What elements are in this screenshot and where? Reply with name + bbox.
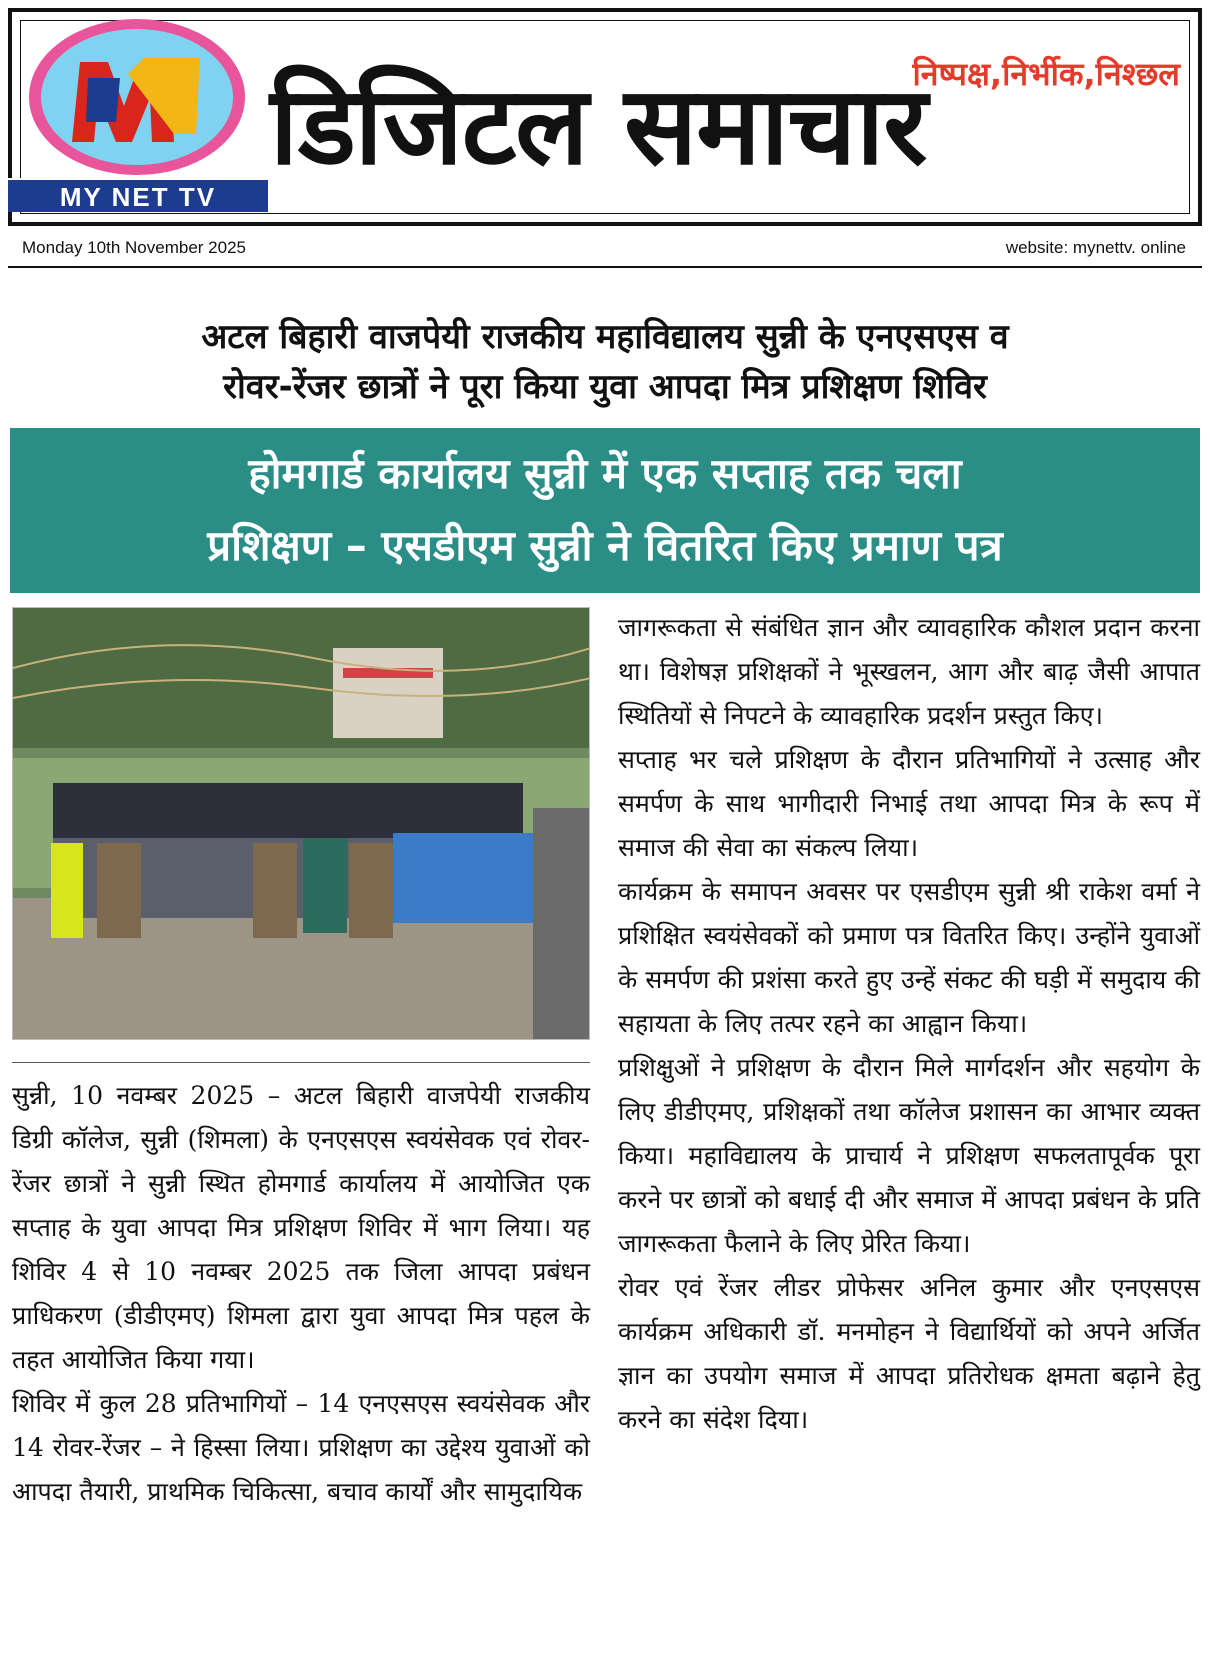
group-photo [12,607,590,1040]
divider [12,1062,590,1063]
website-label: website: mynettv. online [1005,238,1186,257]
subheadline-line-2: प्रशिक्षण – एसडीएम सुन्नी ने वितरित किए प्रमाण पत्र [207,521,1003,570]
dateline: Monday 10th November 2025 [22,238,246,257]
article-paragraph: सप्ताह भर चले प्रशिक्षण के दौरान प्रतिभागियों ने उत्साह और समर्पण के साथ भागीदारी निभाई तथा आपदा मित्र के रूप में समाज की सेवा का संकल्प लिया। [618,745,1200,862]
divider [8,266,1202,268]
mynettv-logo [24,14,250,180]
headline [8,312,1202,412]
article-paragraph: सुन्नी, 10 नवम्बर 2025 – अटल बिहारी वाजपेयी राजकीय डिग्री कॉलेज, सुन्नी (शिमला) के एनएसएस स्वयंसेवक एवं रोवर-रेंजर छात्रों ने सुन्नी स्थित होमगार्ड कार्यालय में आयोजित एक सप्ताह के युवा आपदा मित्र प्रशिक्षण शिविर में भाग लिया। यह शिविर 4 से 10 नवम्बर 2025 तक जिला आपदा प्रबंधन प्राधिकरण (डीडीएमए) शिमला द्वारा युवा आपदा मित्र पहल के तहत आयोजित किया गया। [12,1081,590,1374]
article-paragraph: रोवर एवं रेंजर लीडर प्रोफेसर अनिल कुमार और एनएसएस कार्यक्रम अधिकारी डॉ. मनमोहन ने विद्यार्थियों को अपने अर्जित ज्ञान का उपयोग समाज में आपदा प्रतिरोधक क्षमता बढ़ाने हेतु करने का संदेश दिया। [618,1273,1200,1434]
subheadline-band [10,428,1200,593]
subheadline-line-1: होमगार्ड कार्यालय सुन्नी में एक सप्ताह तक चला [248,449,962,498]
group-photo-illustration [13,608,590,1040]
newspaper-title: डिजिटल समाचार [270,64,927,189]
article-column-left [12,1074,590,1514]
logo-graphic [24,14,250,180]
article-column-right [618,606,1200,1442]
article-paragraph: कार्यक्रम के समापन अवसर पर एसडीएम सुन्नी श्री राकेश वर्मा ने प्रशिक्षित स्वयंसेवकों को प्रमाण पत्र वितरित किए। उन्होंने युवाओं के समर्पण की प्रशंसा करते हुए उन्हें संकट की घड़ी में समुदाय की सहायता के लिए तत्पर रहने का आह्वान किया। [618,877,1200,1038]
article-paragraph: प्रशिक्षुओं ने प्रशिक्षण के दौरान मिले मार्गदर्शन और सहयोग के लिए डीडीएमए, प्रशिक्षकों तथा कॉलेज प्रशासन का आभार व्यक्त किया। महाविद्यालय के प्राचार्य ने प्रशिक्षण सफलतापूर्वक पूरा करने पर छात्रों को बधाई दी और समाज में आपदा प्रबंधन के प्रति जागरूकता फैलाने के लिए प्रेरित किया। [618,1053,1200,1258]
tagline: निष्पक्ष,निर्भीक,निश्छल [912,55,1180,93]
logo-text: MY NET TV [8,178,268,212]
logo-m-blue [86,78,120,122]
article-paragraph: शिविर में कुल 28 प्रतिभागियों – 14 एनएसएस स्वयंसेवक और 14 रोवर-रेंजर – ने हिस्सा लिया। प्रशिक्षण का उद्देश्य युवाओं को आपदा तैयारी, प्राथमिक चिकित्सा, बचाव कार्यों और सामुदायिक [12,1389,590,1506]
headline-line-1: अटल बिहारी वाजपेयी राजकीय महाविद्यालय सुन्नी के एनएसएस व [201,317,1009,357]
article-paragraph: जागरूकता से संबंधित ज्ञान और व्यावहारिक कौशल प्रदान करना था। विशेषज्ञ प्रशिक्षकों ने भूस्खलन, आग और बाढ़ जैसी आपात स्थितियों से निपटने के व्यावहारिक प्रदर्शन प्रस्तुत किए। [618,613,1200,730]
headline-line-2: रोवर-रेंजर छात्रों ने पूरा किया युवा आपदा मित्र प्रशिक्षण शिविर [223,367,987,407]
